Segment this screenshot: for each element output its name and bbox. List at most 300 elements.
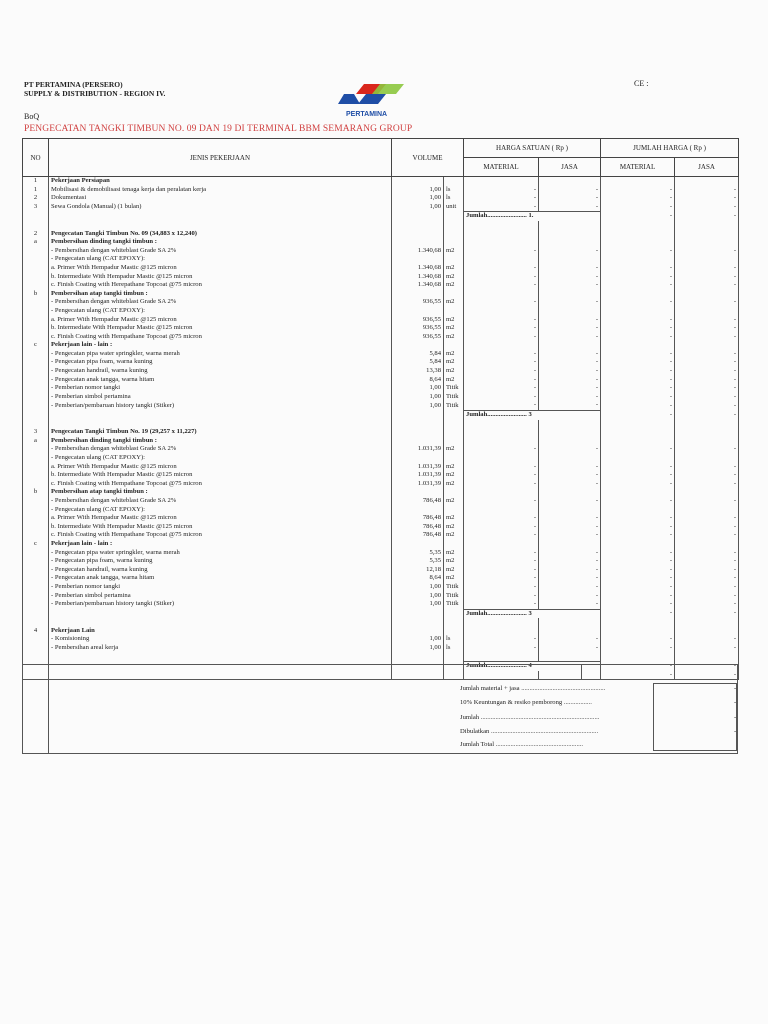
- cell-material-total: -: [601, 549, 675, 558]
- row-description: - Pemberian nomor tangki: [49, 384, 392, 393]
- cell-material-price: -: [464, 393, 539, 402]
- cell-jasa-total: -: [675, 523, 739, 532]
- cell-jasa-price: -: [539, 497, 601, 506]
- cell-material-total: -: [601, 333, 675, 342]
- cell-material-price: -: [464, 463, 539, 472]
- row-volume: 936,55: [392, 333, 444, 342]
- row-number: [23, 583, 49, 592]
- cell-jasa-total: [675, 255, 739, 264]
- table-row: [23, 324, 739, 333]
- row-number: [23, 531, 49, 540]
- cell-jasa-total: -: [675, 324, 739, 333]
- row-unit: [444, 307, 464, 316]
- cell-jasa-price: [539, 653, 601, 662]
- cell-jasa-price: -: [539, 471, 601, 480]
- row-description: b. Intermediate With Hempadur Mastic @125 micron: [49, 324, 392, 333]
- row-description: b. Intermediate With Hempadur Mastic @125 micron: [49, 273, 392, 282]
- cell-jasa-price: [539, 230, 601, 239]
- table-row: [23, 445, 739, 454]
- cell-material-price: [464, 177, 539, 186]
- table-row: [23, 627, 739, 636]
- row-number: [23, 420, 49, 429]
- row-volume: 786,48: [392, 497, 444, 506]
- row-description: - Pemberian/pembaruan history tangki (Stiker): [49, 401, 392, 410]
- row-number: c: [23, 341, 49, 350]
- row-number: c: [23, 540, 49, 549]
- row-volume: [392, 341, 444, 350]
- row-unit: ls: [444, 186, 464, 195]
- table-row: [23, 635, 739, 644]
- row-unit: m2: [444, 471, 464, 480]
- row-number: [23, 480, 49, 489]
- cell-jasa-price: -: [539, 592, 601, 601]
- row-unit: [444, 609, 464, 618]
- row-number: [23, 393, 49, 402]
- col-header-material: MATERIAL: [464, 158, 539, 177]
- row-description: Pembersihan dinding tangki timbun :: [49, 437, 392, 446]
- row-number: [23, 307, 49, 316]
- cell-material-total: -: [601, 264, 675, 273]
- cell-jasa-total: -: [675, 203, 739, 212]
- row-volume: 1,00: [392, 401, 444, 410]
- row-description: Pembersihan atap tangki timbun :: [49, 290, 392, 299]
- table-row: [23, 316, 739, 325]
- row-volume: [392, 255, 444, 264]
- row-unit: [444, 618, 464, 627]
- row-description: - Pengecatan handrail, warna kuning: [49, 367, 392, 376]
- row-volume: 1,00: [392, 644, 444, 653]
- cell-jasa-total: -: [675, 514, 739, 523]
- row-number: 3: [23, 428, 49, 437]
- row-description: Sewa Gondola (Manual) (1 bulan): [49, 203, 392, 212]
- table-row: [23, 549, 739, 558]
- cell-material-price: -: [464, 480, 539, 489]
- row-description: - Pengecatan anak tangga, warna hitam: [49, 574, 392, 583]
- summary-label: 10% Keuntungan & resiko pemborong .................: [460, 699, 592, 706]
- cell-material-price: -: [464, 358, 539, 367]
- row-description: - Pengecatan ulang (CAT EPOXY):: [49, 307, 392, 316]
- row-number: [23, 635, 49, 644]
- cell-material-total: [601, 488, 675, 497]
- cell-material-price: [464, 420, 539, 429]
- cell-material-price: -: [464, 186, 539, 195]
- summary-label: Jumlah Total .....................................................: [460, 741, 584, 748]
- table-row: [23, 194, 739, 203]
- cell-material-total: -: [601, 566, 675, 575]
- cell-material-total: -: [601, 358, 675, 367]
- cell-material-price: [464, 307, 539, 316]
- row-unit: Titik: [444, 393, 464, 402]
- cell-jasa-price: [539, 627, 601, 636]
- table-row: [23, 247, 739, 256]
- row-number: [23, 255, 49, 264]
- row-unit: m2: [444, 247, 464, 256]
- row-description: c. Finish Coating with Hempathane Topcoat @75 micron: [49, 333, 392, 342]
- col-header-jasa: JASA: [539, 158, 601, 177]
- cell-jasa-total: [675, 221, 739, 230]
- row-description: - Pembersihan dengan whiteblast Grade SA 2%: [49, 298, 392, 307]
- cell-jasa-price: -: [539, 316, 601, 325]
- table-row: [23, 212, 739, 221]
- cell-jasa-total: [675, 488, 739, 497]
- row-unit: Titik: [444, 583, 464, 592]
- row-number: [23, 384, 49, 393]
- cell-jasa-total: [675, 653, 739, 662]
- row-unit: Titik: [444, 600, 464, 609]
- company-name: PT PERTAMINA (PERSERO): [24, 80, 123, 89]
- row-description: a. Primer With Hempadur Mastic @125 micron: [49, 514, 392, 523]
- cell-material-total: -: [601, 574, 675, 583]
- cell-jasa-price: -: [539, 583, 601, 592]
- subtotal-label: Jumlah........................ 3: [464, 411, 601, 420]
- cell-jasa-price: [539, 437, 601, 446]
- summary-value: -: [734, 699, 737, 706]
- cell-material-price: -: [464, 324, 539, 333]
- cell-material-price: [464, 653, 539, 662]
- subtotal-material: -: [601, 411, 675, 420]
- cell-material-total: -: [601, 583, 675, 592]
- row-description: Pekerjaan Persiapan: [49, 177, 392, 186]
- col-header-jumlah-harga: JUMLAH HARGA ( Rp ): [601, 139, 739, 158]
- row-description: Pengecatan Tangki Timbun No. 09 (34,883 x 12,240): [49, 230, 392, 239]
- row-number: [23, 298, 49, 307]
- cell-material-price: -: [464, 298, 539, 307]
- row-volume: 786,48: [392, 523, 444, 532]
- cell-material-price: -: [464, 203, 539, 212]
- cell-material-total: [601, 307, 675, 316]
- subtotal-material: -: [601, 609, 675, 618]
- subtotal-jasa: -: [675, 662, 739, 671]
- row-description: Pembersihan atap tangki timbun :: [49, 488, 392, 497]
- row-number: [23, 273, 49, 282]
- row-description: [49, 221, 392, 230]
- cell-jasa-total: [675, 177, 739, 186]
- division-name: SUPPLY & DISTRIBUTION - REGION IV.: [24, 89, 166, 98]
- row-unit: m2: [444, 445, 464, 454]
- cell-jasa-total: -: [675, 384, 739, 393]
- row-description: Pengecatan Tangki Timbun No. 19 (29,257 x 11,227): [49, 428, 392, 437]
- cell-jasa-price: -: [539, 480, 601, 489]
- row-unit: [444, 238, 464, 247]
- row-unit: m2: [444, 281, 464, 290]
- cell-material-total: -: [601, 316, 675, 325]
- cell-material-price: -: [464, 350, 539, 359]
- cell-jasa-price: [539, 255, 601, 264]
- table-row: [23, 557, 739, 566]
- cell-jasa-price: [539, 618, 601, 627]
- row-unit: m2: [444, 350, 464, 359]
- row-unit: [444, 221, 464, 230]
- cell-jasa-price: -: [539, 333, 601, 342]
- row-unit: [444, 428, 464, 437]
- row-unit: m2: [444, 497, 464, 506]
- row-description: Mobilisasi & demobilisasi tenaga kerja dan peralatan kerja: [49, 186, 392, 195]
- cell-jasa-price: -: [539, 549, 601, 558]
- cell-jasa-price: -: [539, 574, 601, 583]
- row-unit: m2: [444, 298, 464, 307]
- cell-jasa-price: [539, 488, 601, 497]
- row-volume: [392, 653, 444, 662]
- table-row: [23, 471, 739, 480]
- cell-jasa-price: -: [539, 531, 601, 540]
- cell-material-total: -: [601, 644, 675, 653]
- cell-material-price: [464, 428, 539, 437]
- row-volume: 1.340,68: [392, 247, 444, 256]
- table-row: [23, 307, 739, 316]
- row-volume: 1,00: [392, 592, 444, 601]
- table-row: [23, 281, 739, 290]
- table-row: [23, 463, 739, 472]
- cell-jasa-total: -: [675, 583, 739, 592]
- cell-jasa-total: [675, 618, 739, 627]
- row-number: [23, 471, 49, 480]
- table-row: [23, 531, 739, 540]
- row-volume: 13,38: [392, 367, 444, 376]
- row-volume: [392, 506, 444, 515]
- table-row: [23, 566, 739, 575]
- cell-jasa-price: -: [539, 186, 601, 195]
- cell-material-total: -: [601, 463, 675, 472]
- cell-material-price: [464, 540, 539, 549]
- cell-material-price: [464, 290, 539, 299]
- row-unit: [444, 653, 464, 662]
- table-row: [23, 186, 739, 195]
- table-row: [23, 653, 739, 662]
- cell-material-total: [601, 290, 675, 299]
- cell-material-total: -: [601, 194, 675, 203]
- row-description: - Pemberian simbol pertamina: [49, 592, 392, 601]
- row-description: c. Finish Coating with Hempathane Topcoat @75 micron: [49, 531, 392, 540]
- row-description: - Pengecatan pipa water springkler, warna merah: [49, 350, 392, 359]
- row-unit: Titik: [444, 592, 464, 601]
- row-volume: 1.031,39: [392, 445, 444, 454]
- row-volume: [392, 437, 444, 446]
- cell-material-total: -: [601, 523, 675, 532]
- cell-material-total: -: [601, 376, 675, 385]
- table-row: [23, 273, 739, 282]
- cell-material-price: -: [464, 445, 539, 454]
- table-row: [23, 333, 739, 342]
- ce-label: CE :: [634, 79, 649, 88]
- row-volume: 1,00: [392, 393, 444, 402]
- row-number: [23, 592, 49, 601]
- row-unit: m2: [444, 358, 464, 367]
- cell-material-total: [601, 454, 675, 463]
- cell-jasa-total: -: [675, 247, 739, 256]
- cell-jasa-total: -: [675, 194, 739, 203]
- cell-jasa-price: [539, 428, 601, 437]
- cell-jasa-total: -: [675, 333, 739, 342]
- cell-material-total: -: [601, 281, 675, 290]
- table-row: [23, 367, 739, 376]
- row-description: Pekerjaan Lain: [49, 627, 392, 636]
- cell-jasa-total: -: [675, 186, 739, 195]
- subtotal-material: -: [601, 662, 675, 671]
- row-number: [23, 618, 49, 627]
- subtotal-label: Jumlah........................ 4: [464, 662, 601, 671]
- row-description: c. Finish Coating with Herepathane Topcoat @75 micron: [49, 281, 392, 290]
- cell-material-price: [464, 221, 539, 230]
- cell-material-price: -: [464, 574, 539, 583]
- row-unit: ls: [444, 635, 464, 644]
- row-volume: 786,48: [392, 514, 444, 523]
- row-volume: 5,84: [392, 358, 444, 367]
- row-description: - Pengecatan ulang (CAT EPOXY):: [49, 506, 392, 515]
- table-row: [23, 221, 739, 230]
- cell-material-total: [601, 653, 675, 662]
- cell-material-total: -: [601, 367, 675, 376]
- row-number: [23, 454, 49, 463]
- cell-jasa-price: -: [539, 324, 601, 333]
- row-number: [23, 445, 49, 454]
- summary-value: -: [734, 714, 737, 721]
- summary-box: [22, 664, 738, 754]
- row-volume: [392, 420, 444, 429]
- cell-material-price: [464, 618, 539, 627]
- row-description: - Pemberian nomor tangki: [49, 583, 392, 592]
- row-unit: ls: [444, 644, 464, 653]
- summary-label: Jumlah ........................................................................: [460, 714, 600, 721]
- row-volume: 1,00: [392, 583, 444, 592]
- cell-material-total: -: [601, 480, 675, 489]
- cell-jasa-price: -: [539, 376, 601, 385]
- row-number: [23, 549, 49, 558]
- row-description: - Pengecatan anak tangga, warna hitam: [49, 376, 392, 385]
- table-row: [23, 437, 739, 446]
- cell-material-total: -: [601, 393, 675, 402]
- row-volume: 1,00: [392, 186, 444, 195]
- cell-material-price: -: [464, 497, 539, 506]
- row-description: - Pengecatan pipa foam, warna kuning: [49, 557, 392, 566]
- cell-material-total: -: [601, 298, 675, 307]
- cell-material-total: -: [601, 273, 675, 282]
- cell-jasa-total: -: [675, 298, 739, 307]
- row-volume: [392, 454, 444, 463]
- table-row: [23, 644, 739, 653]
- table-row: [23, 298, 739, 307]
- cell-material-total: -: [601, 203, 675, 212]
- cell-jasa-price: -: [539, 514, 601, 523]
- row-number: [23, 411, 49, 420]
- cell-material-total: [601, 420, 675, 429]
- row-description: [49, 618, 392, 627]
- row-number: [23, 247, 49, 256]
- row-unit: ls: [444, 194, 464, 203]
- cell-jasa-price: -: [539, 523, 601, 532]
- row-unit: m2: [444, 333, 464, 342]
- row-volume: 936,55: [392, 298, 444, 307]
- row-volume: [392, 411, 444, 420]
- table-row: [23, 514, 739, 523]
- row-unit: m2: [444, 480, 464, 489]
- table-end-cell: -: [601, 671, 675, 680]
- cell-material-total: -: [601, 401, 675, 410]
- cell-jasa-total: -: [675, 367, 739, 376]
- table-row: [23, 583, 739, 592]
- row-unit: m2: [444, 514, 464, 523]
- cell-material-total: [601, 618, 675, 627]
- table-row: [23, 574, 739, 583]
- cell-jasa-total: -: [675, 376, 739, 385]
- row-number: [23, 221, 49, 230]
- cell-jasa-total: -: [675, 549, 739, 558]
- row-unit: [444, 230, 464, 239]
- row-volume: 5,84: [392, 350, 444, 359]
- cell-jasa-total: [675, 540, 739, 549]
- cell-material-total: -: [601, 514, 675, 523]
- row-volume: 5,35: [392, 557, 444, 566]
- table-row: [23, 384, 739, 393]
- row-volume: 8,64: [392, 376, 444, 385]
- row-unit: [444, 255, 464, 264]
- cell-jasa-total: -: [675, 281, 739, 290]
- row-volume: 936,55: [392, 324, 444, 333]
- row-volume: 1,00: [392, 384, 444, 393]
- cell-material-price: -: [464, 592, 539, 601]
- row-number: [23, 506, 49, 515]
- logo-text: PERTAMINA: [346, 111, 388, 118]
- cell-material-price: -: [464, 316, 539, 325]
- row-volume: [392, 290, 444, 299]
- row-description: b. Intermediate With Hempadur Mastic @125 micron: [49, 471, 392, 480]
- row-number: [23, 574, 49, 583]
- row-unit: [444, 506, 464, 515]
- row-number: [23, 497, 49, 506]
- row-volume: [392, 212, 444, 221]
- cell-jasa-price: [539, 238, 601, 247]
- row-unit: [444, 290, 464, 299]
- cell-material-total: -: [601, 592, 675, 601]
- cell-material-total: -: [601, 445, 675, 454]
- cell-jasa-total: -: [675, 273, 739, 282]
- cell-jasa-price: -: [539, 393, 601, 402]
- cell-jasa-total: -: [675, 531, 739, 540]
- table-row: [23, 488, 739, 497]
- cell-jasa-price: -: [539, 463, 601, 472]
- row-description: [49, 212, 392, 221]
- cell-material-price: -: [464, 471, 539, 480]
- cell-material-total: -: [601, 600, 675, 609]
- row-volume: [392, 230, 444, 239]
- cell-material-total: [601, 238, 675, 247]
- col-header-harga-satuan: HARGA SATUAN ( Rp ): [464, 139, 601, 158]
- cell-jasa-price: -: [539, 273, 601, 282]
- row-number: [23, 600, 49, 609]
- table-row: [23, 177, 739, 186]
- table-row: [23, 401, 739, 410]
- row-number: [23, 350, 49, 359]
- table-end-cell: -: [675, 671, 739, 680]
- row-number: [23, 212, 49, 221]
- row-description: - Pemberian simbol pertamina: [49, 393, 392, 402]
- row-description: c. Finish Coating with Hempathane Topcoat @75 micron: [49, 480, 392, 489]
- cell-jasa-price: -: [539, 247, 601, 256]
- row-volume: [392, 488, 444, 497]
- table-row: [23, 290, 739, 299]
- cell-material-price: -: [464, 281, 539, 290]
- row-description: - Pengecatan handrail, warna kuning: [49, 566, 392, 575]
- cell-material-price: -: [464, 523, 539, 532]
- row-unit: m2: [444, 273, 464, 282]
- row-description: [49, 609, 392, 618]
- row-number: b: [23, 488, 49, 497]
- row-volume: 1.340,68: [392, 264, 444, 273]
- row-volume: 1.031,39: [392, 471, 444, 480]
- table-row: [23, 341, 739, 350]
- cell-jasa-total: -: [675, 592, 739, 601]
- cell-jasa-total: [675, 428, 739, 437]
- row-volume: 1,00: [392, 635, 444, 644]
